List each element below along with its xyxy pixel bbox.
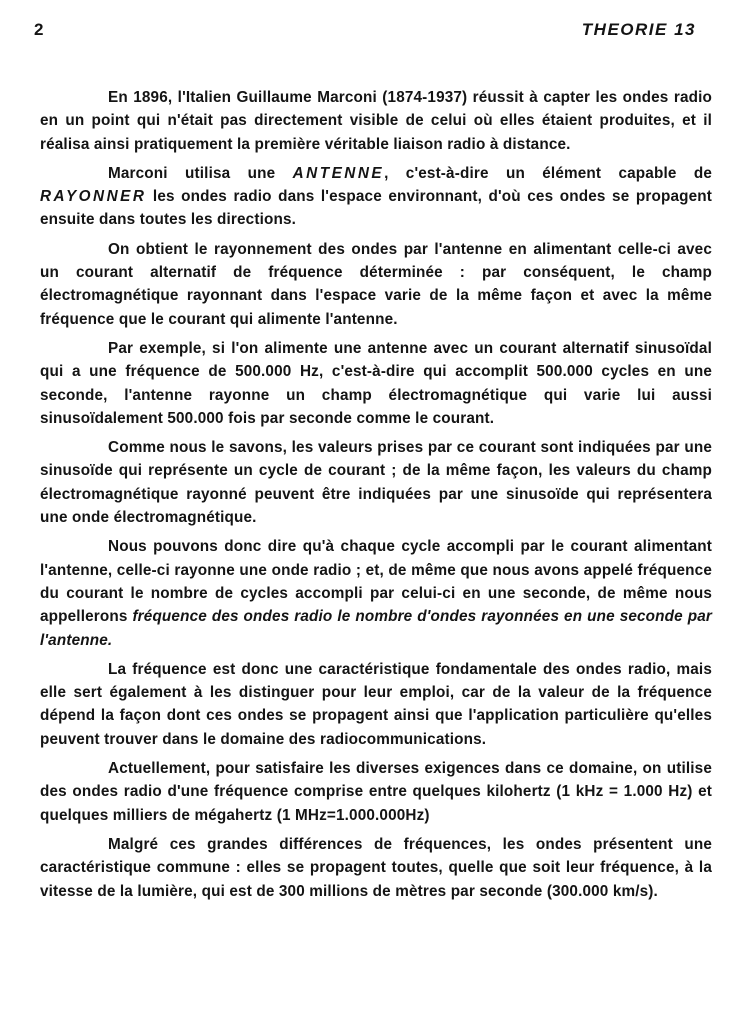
body-text [40, 86, 712, 909]
definition-emphasis: fréquence des ondes radio le nombre d'ondes rayonnées en une seconde par l'antenne. [40, 608, 712, 649]
text-run: , c'est-à-dire un élément capable de [384, 164, 712, 182]
paragraph-exemple: Par exemple, si l'on alimente une antenne avec un courant alternatif sinusoïdal qui a une fréquence de 500.000 Hz, c'est-à-dire qui accomplit 500.000 cycles en une seconde, l'antenne rayonne un champ électromagnétique qui varie lui aussi sinusoïdalement 500.000 fois par seconde comme le courant. [40, 339, 712, 427]
text-run: Marconi utilisa une [108, 164, 293, 182]
text-run: les ondes radio dans l'espace environnant, d'où ces ondes se propagent ensuite dans toutes les directions. [40, 188, 712, 229]
paragraph-marconi-1896: En 1896, l'Italien Guillaume Marconi (1874-1937) réussit à capter les ondes radio en un point qui n'était pas directement visible de celui où elles étaient produites, et il réalisa ainsi pratiquement la première véritable liaison radio à distance. [40, 89, 712, 153]
term-antenne: ANTENNE [292, 164, 385, 182]
paragraph-rayonnement: On obtient le rayonnement des ondes par l'antenne en alimentant celle-ci avec un courant alternatif de fréquence déterminée : par conséquent, le champ électromagnétique rayonnant dans l'espace varie de la même façon et avec la même fréquence que le courant qui alimente l'antenne. [40, 240, 712, 328]
paragraph-frequence-definition [40, 535, 712, 651]
paragraph-caracteristique: La fréquence est donc une caractéristique fondamentale des ondes radio, mais elle sert également à les distinguer pour leur emploi, car de la valeur de la fréquence dépend la façon dont ces ondes se propagent ainsi que l'application particulière qu'elles peuvent trouver dans le domaine des radiocommunications. [40, 660, 712, 748]
page-number: 2 [34, 20, 44, 39]
paragraph-gamme-frequences: Actuellement, pour satisfaire les diverses exigences dans ce domaine, on utilise des ondes radio d'une fréquence comprise entre quelques kilohertz (1 kHz = 1.000 Hz) et quelques milliers de mégahertz (1 MHz=1.000.000Hz) [40, 760, 712, 824]
running-title: THEORIE 13 [581, 20, 696, 39]
text-run: Nous pouvons donc dire qu'à chaque cycle accompli par le courant alimentant l'antenne, celle-ci rayonne une onde radio ; et, de même que nous avons appelé fréquence du courant le nombre de cycles accompli par celui-ci en une seconde, de même nous appellerons [40, 538, 712, 626]
term-rayonner: RAYONNER [40, 188, 147, 206]
paragraph-vitesse-lumiere: Malgré ces grandes différences de fréquences, les ondes présentent une caractéristique commune : elles se propagent toutes, quelle que soit leur fréquence, à la vitesse de la lumière, qui est de 300 millions de mètres par seconde (300.000 km/s). [40, 835, 712, 900]
paragraph-sinusoide: Comme nous le savons, les valeurs prises par ce courant sont indiquées par une sinusoïde qui représente un cycle de courant ; de la même façon, les valeurs du champ électromagnétique rayonné peuvent être indiquées par une sinusoïde qui représentera une onde électromagnétique. [40, 439, 712, 527]
paragraph-antenne [40, 162, 712, 232]
